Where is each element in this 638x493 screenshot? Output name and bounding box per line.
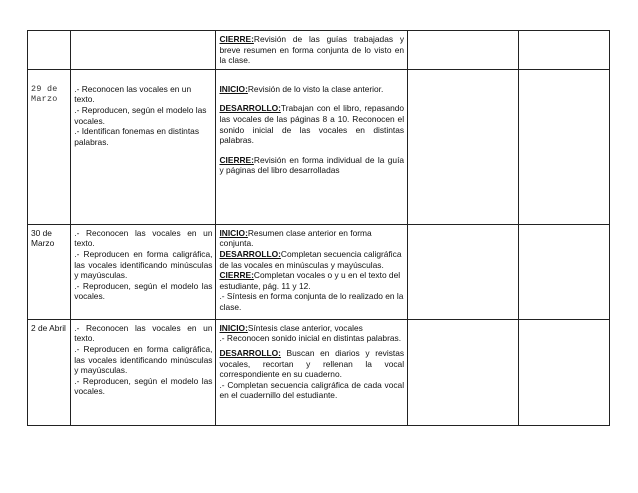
objectives-cell <box>71 224 216 319</box>
empty-cell <box>408 31 519 70</box>
empty-cell <box>408 319 519 425</box>
inicio-label: INICIO: <box>219 83 248 94</box>
objective-item: .- Reproducen en forma caligráfica, las vocales identificando minúsculas y mayúsculas. <box>74 248 213 281</box>
inicio-label: INICIO: <box>219 322 248 333</box>
sintesis-text: .- Síntesis en forma conjunta de lo realizado en la clase. <box>219 291 404 312</box>
date-cell <box>28 31 71 70</box>
table-row <box>28 69 610 224</box>
objectives-cell <box>71 31 216 70</box>
empty-cell <box>408 69 519 224</box>
desarrollo-text: Buscan en diarios y revistas vocales, recortan y rellenan la vocal correspondiente en su cuaderno. <box>219 347 405 380</box>
empty-cell <box>519 31 610 70</box>
empty-cell <box>519 319 610 425</box>
objective-item: .- Reproducen, según el modelo las vocales. <box>74 104 207 126</box>
inicio-text: Revisión de lo visto la clase anterior. <box>247 83 384 94</box>
empty-cell <box>408 224 519 319</box>
objective-item: .- Identifican fonemas en distintas palabras. <box>74 126 200 147</box>
desarrollo-label: DESARROLLO: <box>219 248 281 259</box>
lesson-plan-table <box>27 30 610 426</box>
objective-item: .- Reproducen, según el modelo las vocales. <box>74 375 213 397</box>
inicio-text: Síntesis clase anterior, vocales <box>247 322 363 333</box>
cierre-label: CIERRE: <box>219 154 254 165</box>
objective-item: .- Reproducen, según el modelo las vocales. <box>74 280 213 302</box>
table-row <box>28 319 610 425</box>
table-row <box>28 31 610 70</box>
cierre-label: CIERRE: <box>219 34 254 44</box>
desarrollo-label: DESARROLLO: <box>219 347 281 358</box>
objective-item: .- Reconocen las vocales en un texto. <box>74 227 213 249</box>
table-row <box>28 224 610 319</box>
objectives-cell <box>71 69 216 224</box>
objective-item: .- Reconocen las vocales en un texto. <box>74 322 213 344</box>
cierre-label: CIERRE: <box>219 270 254 281</box>
empty-cell <box>519 69 610 224</box>
activities-cell <box>216 31 408 70</box>
desarrollo-text: Completan secuencia caligráfica de las vocales en minúsculas y mayúsculas. <box>219 248 402 270</box>
activities-cell <box>216 69 408 224</box>
cierre-text: Revisión de las guías trabajadas y breve resumen en forma conjunta de lo visto en la clase. <box>219 34 405 66</box>
completan-text: .- Completan secuencia caligráfica de cada vocal en el cuadernillo del estudiante. <box>219 379 405 401</box>
inicio-text: Resumen clase anterior en forma conjunta. <box>219 227 372 249</box>
date-cell: 30 de Marzo <box>28 224 71 319</box>
empty-cell <box>519 224 610 319</box>
inicio-label: INICIO: <box>219 227 248 238</box>
activities-cell <box>216 224 408 319</box>
desarrollo-label: DESARROLLO: <box>219 103 281 114</box>
date-cell: 29 de Marzo <box>28 69 71 224</box>
cierre-text: Completan vocales o y u en el texto del estudiante, pág. 11 y 12. <box>219 270 401 291</box>
activities-cell <box>216 319 408 425</box>
objectives-cell <box>71 319 216 425</box>
cierre-text: Revisión en forma individual de la guía y páginas del libro desarrolladas <box>219 154 405 176</box>
reconocen-text: .- Reconocen sonido inicial en distintas palabras. <box>219 333 402 344</box>
date-cell: 2 de Abril <box>28 319 71 425</box>
desarrollo-text: Trabajan con el libro, repasando las vocales de las páginas 8 a 10. Reconocen el sonido inicial de las vocales en distintas palabras. <box>219 103 405 146</box>
objective-item: .- Reconocen las vocales en un texto. <box>74 83 192 105</box>
objective-item: .- Reproducen en forma caligráfica, las vocales identificando minúsculas y mayúsculas. <box>74 343 213 376</box>
